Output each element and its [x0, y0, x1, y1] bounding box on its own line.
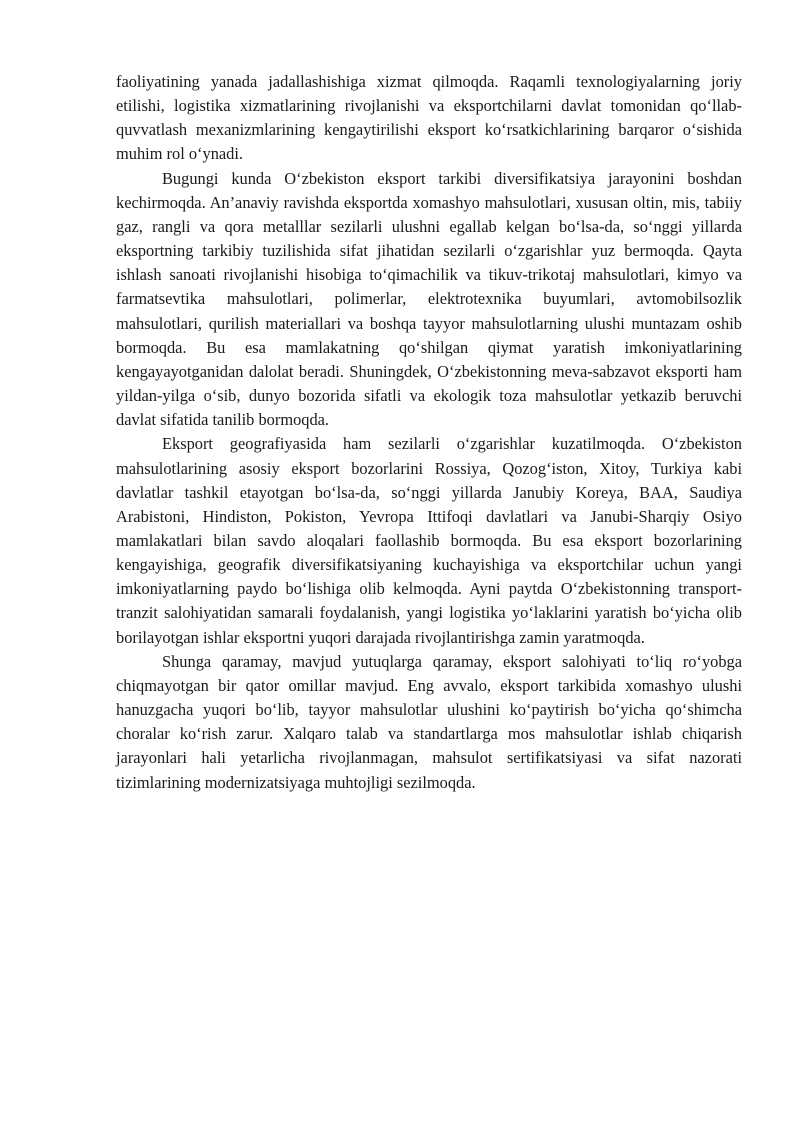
- document-body: [116, 70, 742, 795]
- paragraph-4: Shunga qaramay, mavjud yutuqlarga qaramay, eksport salohiyati to‘liq ro‘yobga chiqmayotgan bir qator omillar mavjud. Eng avvalo, eksport tarkibida xomashyo ulushi hanuzgacha yuqori bo‘lib, tayyor mahsulotlar ulushini ko‘paytirish bo‘yicha qo‘shimcha choralar ko‘rish zarur. Xalqaro talab va standartlarga mos mahsulotlar ishlab chiqarish jarayonlari hali yetarlicha rivojlanmagan, mahsulot sertifikatsiyasi va sifat nazorati tizimlarining modernizatsiyaga muhtojligi sezilmoqda.: [116, 651, 742, 792]
- paragraph-1: faoliyatining yanada jadallashishiga xizmat qilmoqda. Raqamli texnologiyalarning joriy etilishi, logistika xizmatlarining rivojlanishi va eksportchilarni davlat tomonidan qo‘llab-quvvatlash mexanizmlarining kengaytirilishi eksport ko‘rsatkichlarining barqaror o‘sishida muhim rol o‘ynadi.: [116, 72, 742, 164]
- paragraph-2: Bugungi kunda O‘zbekiston eksport tarkibi diversifikatsiya jarayonini boshdan kechirmoqda. An’anaviy ravishda eksportda xomashyo mahsulotlari, xususan oltin, mis, tabiiy gaz, rangli va qora metalllar sezilarli ulushni egallab kelgan bo‘lsa-da, so‘nggi yillarda eksportning tarkibiy tuzilishida sifat jihatidan sezilarli o‘zgarishlar yuz bermoqda. Qayta ishlash sanoati rivojlanishi hisobiga to‘qimachilik va tikuv-trikotaj mahsulotlari, kimyo va farmatsevtika mahsulotlari, polimerlar, elektrotexnika buyumlari, avtomobilsozlik mahsulotlari, qurilish materiallari va boshqa tayyor mahsulotlarning ulushi muntazam oshib bormoqda. Bu esa mamlakatning qo‘shilgan qiymat yaratish imkoniyatlarining kengayayotganidan dalolat beradi. Shuningdek, O‘zbekistonning meva-sabzavot eksporti ham yildan-yilga o‘sib, dunyo bozorida sifatli va ekologik toza mahsulotlar yetkazib beruvchi davlat sifatida tanilib bormoqda.: [116, 168, 742, 430]
- paragraph-3: Eksport geografiyasida ham sezilarli o‘zgarishlar kuzatilmoqda. O‘zbekiston mahsulotlarining asosiy eksport bozorlarini Rossiya, Qozog‘iston, Xitoy, Turkiya kabi davlatlar tashkil etayotgan bo‘lsa-da, so‘nggi yillarda Janubiy Koreya, BAA, Saudiya Arabistoni, Hindiston, Pokiston, Yevropa Ittifoqi davlatlari va Janubi-Sharqiy Osiyo mamlakatlari bilan savdo aloqalari faollashib bormoqda. Bu esa eksport bozorlarining kengayishiga, geografik diversifikatsiyaning kuchayishiga va eksportchilar uchun yangi imkoniyatlarning paydo bo‘lishiga olib kelmoqda. Ayni paytda O‘zbekistonning transport-tranzit salohiyatidan samarali foydalanish, yangi logistika yo‘laklarini yaratish bo‘yicha olib borilayotgan ishlar eksportni yuqori darajada rivojlantirishga zamin yaratmoqda.: [116, 434, 742, 647]
